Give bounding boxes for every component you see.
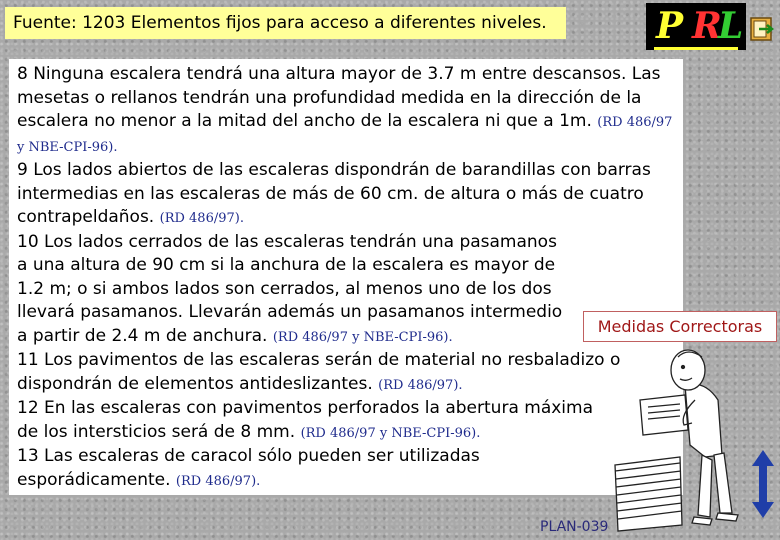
rule-item: [17, 445, 537, 493]
logo-letter-l: L: [718, 5, 744, 47]
rule-reference: (RD 486/97 y NBE-CPI-96).: [17, 115, 673, 155]
rule-item: [17, 63, 675, 159]
regulation-text-panel: [9, 59, 683, 495]
rule-item: [17, 397, 617, 445]
rule-reference: (RD 486/97 y NBE-CPI-96).: [300, 425, 481, 441]
rule-text: 10 Los lados cerrados de las escaleras tendrán una pasamanos a una altura de 90 cm si la anchura de la escalera es mayor de 1.2 m; o si ambos lados son cerrados, al menos uno de los dos llevará pasamanos. Llevarán además un pasamanos intermedio a partir de 2.4 m de anchura.: [17, 231, 563, 346]
rule-text: 11 Los pavimentos de las escaleras serán de material no resbaladizo o dispondrán de elementos antideslizantes.: [17, 350, 621, 394]
logo-underline: [654, 47, 738, 50]
prl-logo: [646, 3, 746, 50]
arrow-up-icon[interactable]: [750, 448, 776, 486]
exit-icon[interactable]: [749, 16, 775, 42]
rule-reference: (RD 486/97).: [159, 211, 244, 226]
logo-letter-r: R: [692, 5, 722, 47]
rule-text: 13 Las escaleras de caracol sólo pueden ser utilizadas esporádicamente.: [17, 446, 480, 490]
corrective-measures-button[interactable]: Medidas Correctoras: [583, 311, 777, 342]
rule-reference: (RD 486/97).: [378, 377, 463, 393]
rule-reference: (RD 486/97 y NBE-CPI-96).: [272, 329, 453, 345]
logo-letter-p: P: [656, 5, 684, 47]
arrow-down-icon[interactable]: [750, 482, 776, 520]
rule-item: [17, 159, 675, 231]
rule-text: 12 En las escaleras con pavimentos perforados la abertura máxima de los intersticios será de 8 mm.: [17, 398, 593, 442]
rule-item: [17, 231, 567, 350]
rule-text: 9 Los lados abiertos de las escaleras dispondrán de barandillas con barras intermedias en las escaleras de más de 60 cm. de altura o más de cuatro contrapeldaños.: [17, 160, 651, 227]
rule-reference: (RD 486/97).: [175, 473, 261, 489]
rule-item: [17, 349, 647, 397]
slide-code: PLAN-039: [540, 519, 609, 535]
person-reading-papers-illustration: [610, 345, 745, 535]
source-title: Fuente: 1203 Elementos fijos para acceso a diferentes niveles.: [5, 7, 566, 39]
rule-text: 8 Ninguna escalera tendrá una altura mayor de 3.7 m entre descansos. Las mesetas o rellanos tendrán una profundidad medida en la dirección de la escalera no menor a la mitad del ancho de la escalera ni que a 1m.: [17, 64, 661, 131]
